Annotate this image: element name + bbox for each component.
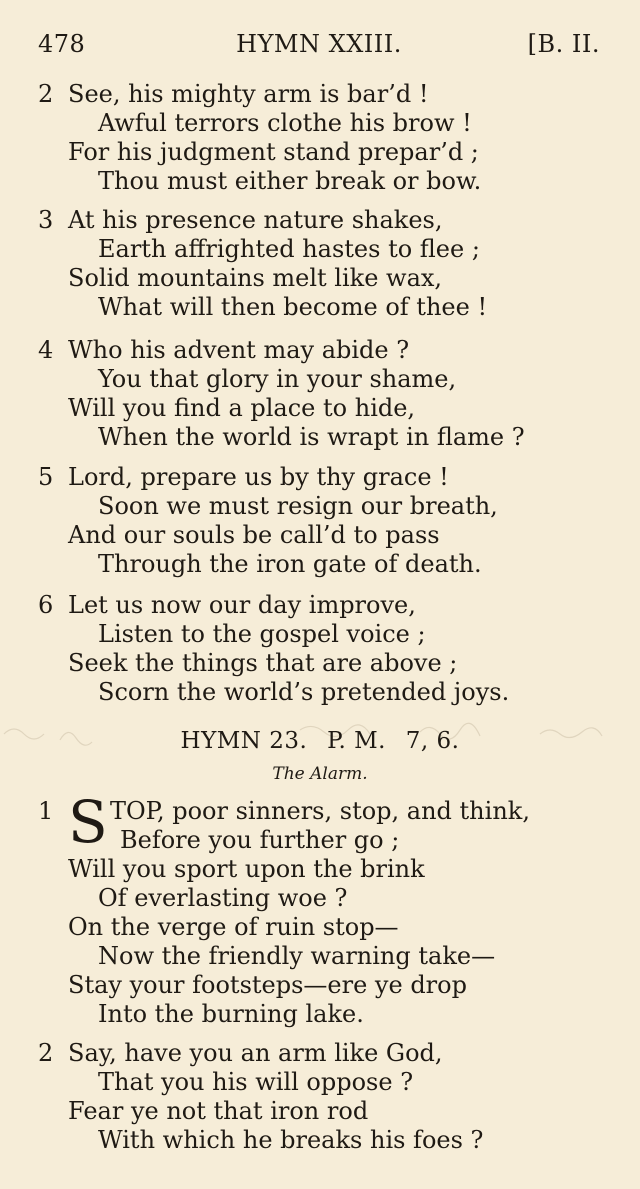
verse-line: Scorn the world’s pretended joys.	[98, 678, 510, 706]
hymn-subtitle: The Alarm.	[272, 764, 368, 784]
stanza-number: 5	[38, 463, 54, 491]
drop-cap: S	[68, 788, 108, 856]
verse-line: What will then become of thee !	[98, 293, 488, 321]
hymn-number: HYMN 23.	[180, 728, 308, 754]
verse-line: TOP, poor sinners, stop, and think,	[110, 797, 530, 825]
running-title: HYMN XXIII.	[236, 30, 402, 58]
verse-line: Awful terrors clothe his brow !	[98, 109, 472, 137]
verse-line: Now the friendly warning take—	[98, 942, 496, 970]
stanza-number: 2	[38, 80, 54, 108]
book-marker: [B. II.	[527, 30, 600, 58]
verse-line: For his judgment stand prepar’d ;	[68, 138, 479, 166]
stanza-3	[38, 206, 598, 322]
verse-line: Earth affrighted hastes to flee ;	[98, 235, 480, 263]
verse-line: Let us now our day improve,	[68, 591, 416, 619]
stanza-6	[38, 591, 598, 707]
verse-line: Who his advent may abide ?	[68, 336, 410, 364]
verse-line: When the world is wrapt in flame ?	[98, 423, 525, 451]
verse-line: You that glory in your shame,	[98, 365, 457, 393]
stanza-number: 3	[38, 206, 54, 234]
verse-line: Into the burning lake.	[98, 1000, 364, 1028]
stanza-number: 2	[38, 1039, 54, 1067]
verse-line: And our souls be call’d to pass	[68, 521, 440, 549]
verse-line: Thou must either break or bow.	[98, 167, 482, 195]
page-header	[38, 30, 600, 70]
verse-line: That you his will oppose ?	[98, 1068, 414, 1096]
stanza-5	[38, 463, 598, 579]
stanza-number: 1	[38, 797, 54, 825]
verse-line: With which he breaks his foes ?	[98, 1126, 484, 1154]
verse-line: Will you sport upon the brink	[68, 855, 425, 883]
verse-line: Listen to the gospel voice ;	[98, 620, 426, 648]
page-number: 478	[38, 30, 86, 58]
verse-line: At his presence nature shakes,	[68, 206, 443, 234]
stanza-number: 6	[38, 591, 54, 619]
verse-line: See, his mighty arm is bar’d !	[68, 80, 429, 108]
verse-line: On the verge of ruin stop—	[68, 913, 399, 941]
hymn-title	[0, 728, 640, 754]
hymn-meter: P. M.	[327, 728, 386, 754]
verse-line: Fear ye not that iron rod	[68, 1097, 369, 1125]
stanza-number: 4	[38, 336, 54, 364]
verse-line: Solid mountains melt like wax,	[68, 264, 443, 292]
verse-line: Soon we must resign our breath,	[98, 492, 498, 520]
hymn-measure: 7, 6.	[405, 728, 460, 754]
stanza-4	[38, 336, 598, 452]
verse-line: Seek the things that are above ;	[68, 649, 458, 677]
verse-line: Before you further go ;	[120, 826, 400, 854]
hymn23-stanza-1	[38, 788, 598, 1029]
verse-line: Say, have you an arm like God,	[68, 1039, 443, 1067]
stanza-2	[38, 80, 598, 196]
verse-line: Stay your footsteps—ere ye drop	[68, 971, 467, 999]
verse-line: Through the iron gate of death.	[98, 550, 482, 578]
verse-line: Will you find a place to hide,	[68, 394, 416, 422]
hymn23-stanza-2	[38, 1039, 598, 1155]
verse-line: Lord, prepare us by thy grace !	[68, 463, 449, 491]
verse-line: Of everlasting woe ?	[98, 884, 348, 912]
